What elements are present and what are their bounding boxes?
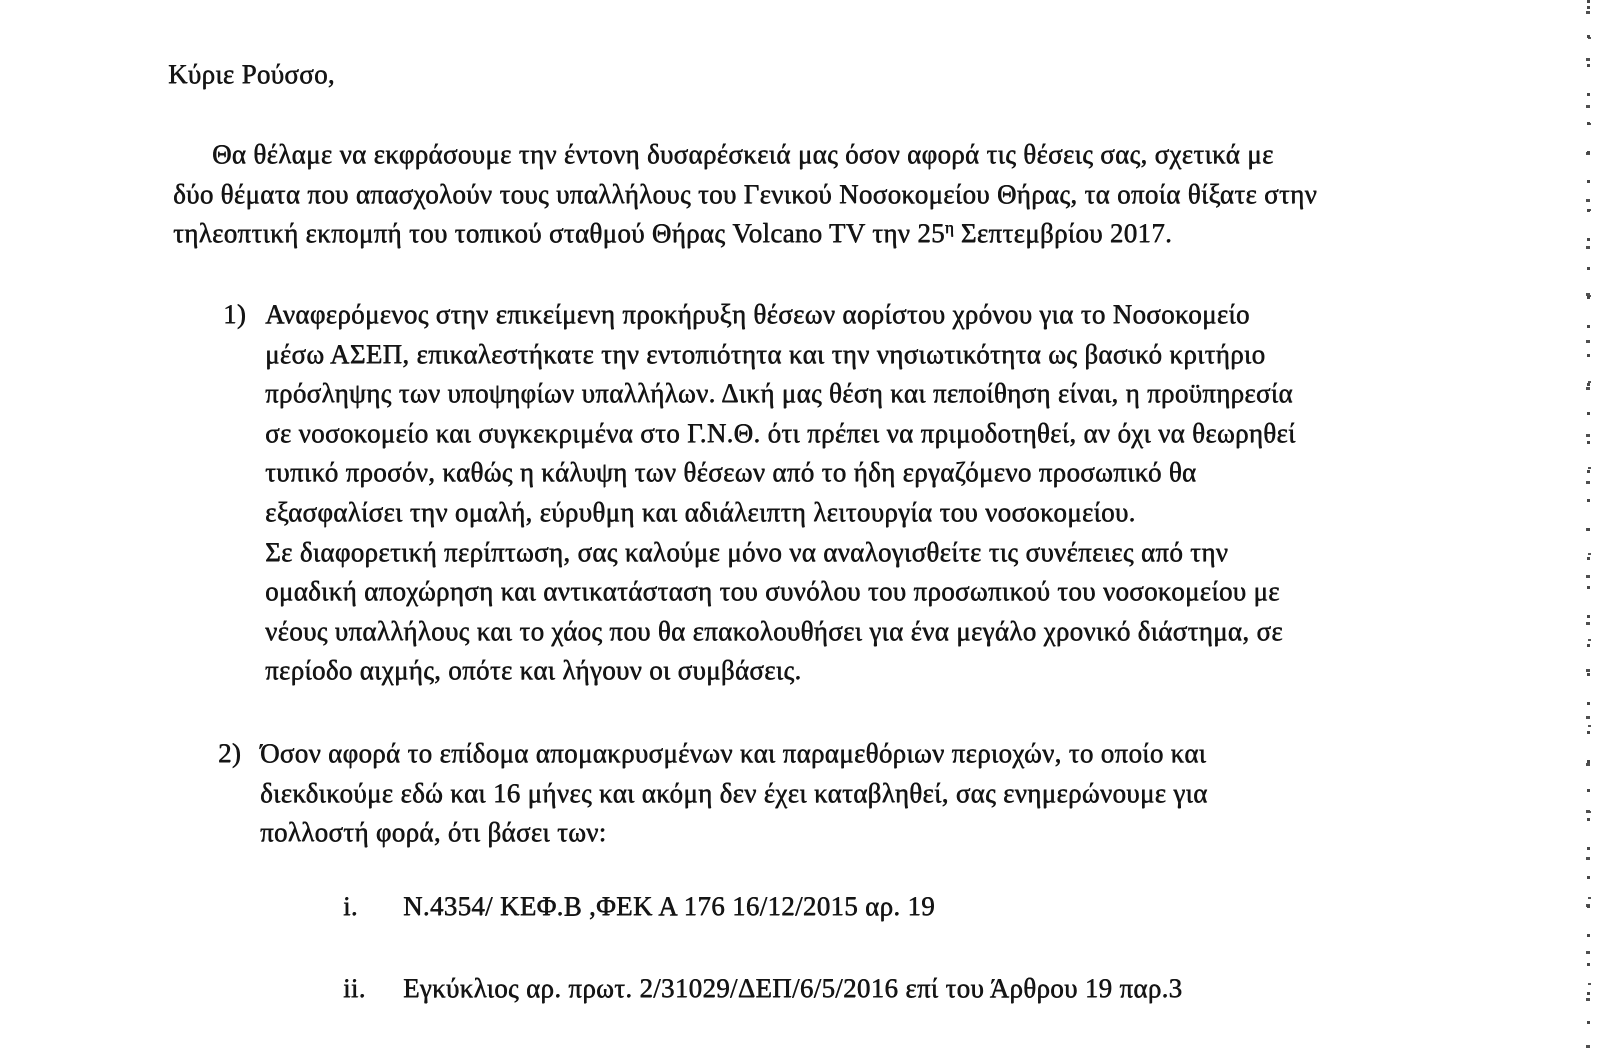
ordinal-superscript: η — [944, 218, 954, 238]
list-marker-1: 1) — [223, 299, 247, 329]
intro-line-3 — [173, 214, 1317, 254]
item-1-line: εξασφαλίσει την ομαλή, εύρυθμη και αδιάλειπτη λειτουργία του νοσοκομείου. — [265, 496, 1136, 527]
salutation: Κύριε Ρούσσο, — [168, 59, 335, 89]
item-1-line: τυπικό προσόν, καθώς η κάλυψη των θέσεων από το ήδη εργαζόμενο προσωπικό θα — [265, 457, 1197, 488]
item-2-line: Όσον αφορά το επίδομα απομακρυσμένων και παραμεθόριων περιοχών, το οποίο και — [260, 738, 1207, 768]
numbered-item-1-text — [265, 295, 1296, 691]
item-1-line: σε νοσοκομείο και συγκεκριμένα στο Γ.Ν.Θ. ότι πρέπει να πριμοδοτηθεί, αν όχι να θεωρηθεί — [265, 417, 1296, 448]
numbered-item-2 — [218, 734, 1208, 853]
item-2-line: πολλοστή φορά, ότι βάσει των: — [260, 817, 607, 848]
intro-line-3-text-before: τηλεοπτική εκπομπή του τοπικού σταθμού Θήρας Volcano TV την 25 — [173, 218, 945, 249]
item-1-line: περίοδο αιχμής, οπότε και λήγουν οι συμβάσεις. — [265, 655, 802, 686]
item-1-line: Αναφερόμενος στην επικείμενη προκήρυξη θέσεων αορίστου χρόνου για το Νοσοκομείο — [265, 299, 1250, 329]
item-1-line: νέους υπαλλήλους και το χάος που θα επακολουθήσει για ένα μεγάλο χρονικό διάστημα, σε — [265, 615, 1283, 646]
scan-edge-dots — [1586, 0, 1591, 1050]
item-2-line: διεκδικούμε εδώ και 16 μήνες και ακόμη δεν έχει καταβληθεί, σας ενημερώνουμε για — [260, 777, 1208, 808]
intro-line-1: Θα θέλαμε να εκφράσουμε την έντονη δυσαρέσκειά μας όσον αφορά τις θέσεις σας, σχετικά με — [212, 139, 1274, 169]
roman-subitem-ii — [343, 969, 1182, 1009]
subitem-i-marker: i. — [343, 891, 358, 921]
item-1-line: πρόσληψης των υποψηφίων υπαλλήλων. Δική μας θέση και πεποίθηση είναι, η προϋπηρεσία — [265, 378, 1293, 409]
subitem-i-text: Ν.4354/ ΚΕΦ.Β ,ΦΕΚ Α 176 16/12/2015 αρ. 19 — [403, 891, 935, 921]
numbered-item-1 — [223, 295, 1296, 691]
list-marker-2: 2) — [218, 738, 242, 768]
item-1-line: ομαδική αποχώρηση και αντικατάσταση του συνόλου του προσωπικού του νοσοκομείου με — [265, 576, 1280, 607]
intro-paragraph — [173, 135, 1317, 254]
subitem-ii-marker: ii. — [343, 973, 366, 1003]
subitem-ii-text: Εγκύκλιος αρ. πρωτ. 2/31029/ΔΕΠ/6/5/2016 επί του Άρθρου 19 παρ.3 — [403, 973, 1183, 1003]
intro-line-2: δύο θέματα που απασχολούν τους υπαλλήλους του Γενικού Νοσοκομείου Θήρας, τα οποία θίξατε στην — [173, 178, 1317, 209]
item-1-line: μέσω ΑΣΕΠ, επικαλεστήκατε την εντοπιότητα και την νησιωτικότητα ως βασικό κριτήριο — [265, 338, 1266, 369]
roman-subitem-i — [343, 887, 935, 927]
numbered-item-2-text — [260, 734, 1208, 853]
intro-line-3-text-after: Σεπτεμβρίου 2017. — [953, 218, 1173, 249]
item-1-line: Σε διαφορετική περίπτωση, σας καλούμε μόνο να αναλογισθείτε τις συνέπειες από την — [265, 536, 1229, 567]
